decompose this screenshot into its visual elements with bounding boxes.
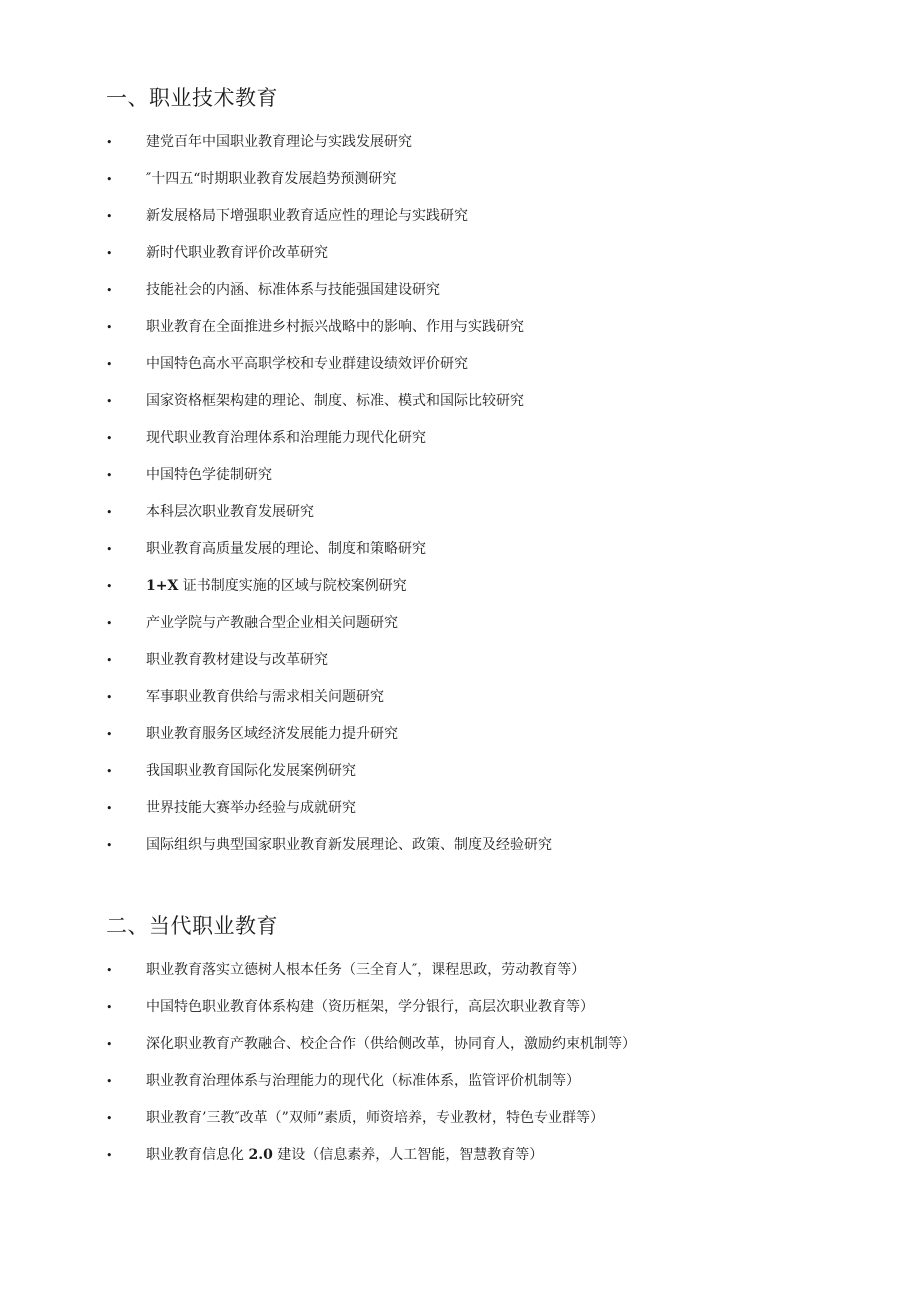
bullet-icon: •	[106, 284, 113, 297]
list-item	[0, 952, 920, 989]
list-item	[0, 827, 920, 864]
topic-list	[0, 124, 920, 864]
list-item-text: 职业教育落实立德树人根本任务（三全育人″，课程思政，劳动教育等）	[146, 962, 586, 978]
list-item	[0, 235, 920, 272]
list-item-text: 中国特色学徒制研究	[146, 467, 272, 483]
list-item	[0, 346, 920, 383]
list-item	[0, 642, 920, 679]
item-text-rest: 证书制度实施的区域与院校案例研究	[182, 578, 407, 594]
list-item	[0, 1026, 920, 1063]
list-item	[0, 531, 920, 568]
list-item-text: 中国特色高水平高职学校和专业群建设绩效评价研究	[146, 356, 468, 372]
bullet-icon: •	[106, 580, 113, 593]
bullet-icon: •	[106, 839, 113, 852]
bullet-icon: •	[106, 1001, 113, 1014]
list-item-text: 新发展格局下增强职业教育适应性的理论与实践研究	[146, 208, 468, 224]
list-item-text: 建党百年中国职业教育理论与实践发展研究	[146, 134, 412, 150]
bullet-icon: •	[106, 964, 113, 977]
section-title: 二、当代职业教育	[106, 914, 278, 938]
bullet-icon: •	[106, 358, 113, 371]
bullet-icon: •	[106, 321, 113, 334]
bullet-icon: •	[106, 1149, 113, 1162]
list-item	[0, 716, 920, 753]
list-item	[0, 420, 920, 457]
bullet-icon: •	[106, 247, 113, 260]
section-contemporary-vocational-education	[0, 908, 920, 1174]
list-item	[0, 989, 920, 1026]
list-item	[0, 679, 920, 716]
list-item-text: 职业教育治理体系与治理能力的现代化（标准体系，监管评价机制等）	[146, 1073, 580, 1089]
item-text-prefix: 职业教育信息化	[146, 1147, 244, 1163]
bullet-icon: •	[106, 1112, 113, 1125]
bullet-icon: •	[106, 802, 113, 815]
list-item-text: 职业教育在全面推进乡村振兴战略中的影响、作用与实践研究	[146, 319, 524, 335]
list-item-text: 职业教育服务区域经济发展能力提升研究	[146, 726, 398, 742]
list-item	[0, 161, 920, 198]
list-item-text: ″十四五“时期职业教育发展趋势预测研究	[146, 171, 397, 187]
list-item	[0, 494, 920, 531]
item-text-rest: 建设（信息素养，人工智能，智慧教育等）	[277, 1147, 544, 1163]
list-item	[0, 124, 920, 161]
list-item	[0, 198, 920, 235]
list-item	[0, 272, 920, 309]
bullet-icon: •	[106, 432, 113, 445]
section-vocational-technical-education	[0, 80, 920, 864]
list-item-text: 现代职业教育治理体系和治理能力现代化研究	[146, 430, 426, 446]
list-item-text: 本科层次职业教育发展研究	[146, 504, 314, 520]
bullet-icon: •	[106, 210, 113, 223]
list-item	[0, 1100, 920, 1137]
topic-list	[0, 952, 920, 1174]
list-item	[0, 309, 920, 346]
bullet-icon: •	[106, 173, 113, 186]
list-item-text: 国家资格框架构建的理论、制度、标准、模式和国际比较研究	[146, 393, 524, 409]
list-item-text: 深化职业教育产教融合、校企合作（供给侧改革，协同育人，激励约束机制等）	[146, 1036, 636, 1052]
item-text-bold: 2.0	[248, 1147, 273, 1163]
list-item-text: 职业教育教材建设与改革研究	[146, 652, 328, 668]
list-item	[0, 605, 920, 642]
list-item-text: 国际组织与典型国家职业教育新发展理论、政策、制度及经验研究	[146, 837, 552, 853]
item-text-bold: 1+X	[146, 578, 179, 594]
list-item	[0, 790, 920, 827]
list-item-text: 世界技能大赛举办经验与成就研究	[146, 800, 356, 816]
list-item	[0, 568, 920, 605]
bullet-icon: •	[106, 654, 113, 667]
list-item-text: 产业学院与产教融合型企业相关问题研究	[146, 615, 398, 631]
bullet-icon: •	[106, 136, 113, 149]
list-item-text: 职业教育高质量发展的理论、制度和策略研究	[146, 541, 426, 557]
list-item-text: 中国特色职业教育体系构建（资历框架，学分银行，高层次职业教育等）	[146, 999, 594, 1015]
list-item	[0, 1137, 920, 1174]
list-item-text: 技能社会的内涵、标准体系与技能强国建设研究	[146, 282, 440, 298]
section-title: 一、职业技术教育	[106, 86, 278, 110]
list-item-text	[146, 1137, 543, 1174]
list-item	[0, 753, 920, 790]
bullet-icon: •	[106, 765, 113, 778]
bullet-icon: •	[106, 691, 113, 704]
list-item	[0, 457, 920, 494]
bullet-icon: •	[106, 1038, 113, 1051]
bullet-icon: •	[106, 1075, 113, 1088]
list-item-text: 职业教育’三教″改革（”双师”素质，师资培养，专业教材，特色专业群等）	[146, 1110, 604, 1126]
bullet-icon: •	[106, 543, 113, 556]
list-item-text: 新时代职业教育评价改革研究	[146, 245, 328, 261]
list-item	[0, 1063, 920, 1100]
bullet-icon: •	[106, 728, 113, 741]
bullet-icon: •	[106, 506, 113, 519]
list-item-text: 我国职业教育国际化发展案例研究	[146, 763, 356, 779]
list-item	[0, 383, 920, 420]
bullet-icon: •	[106, 469, 113, 482]
bullet-icon: •	[106, 617, 113, 630]
bullet-icon: •	[106, 395, 113, 408]
list-item-text	[146, 568, 407, 605]
list-item-text: 军事职业教育供给与需求相关问题研究	[146, 689, 384, 705]
